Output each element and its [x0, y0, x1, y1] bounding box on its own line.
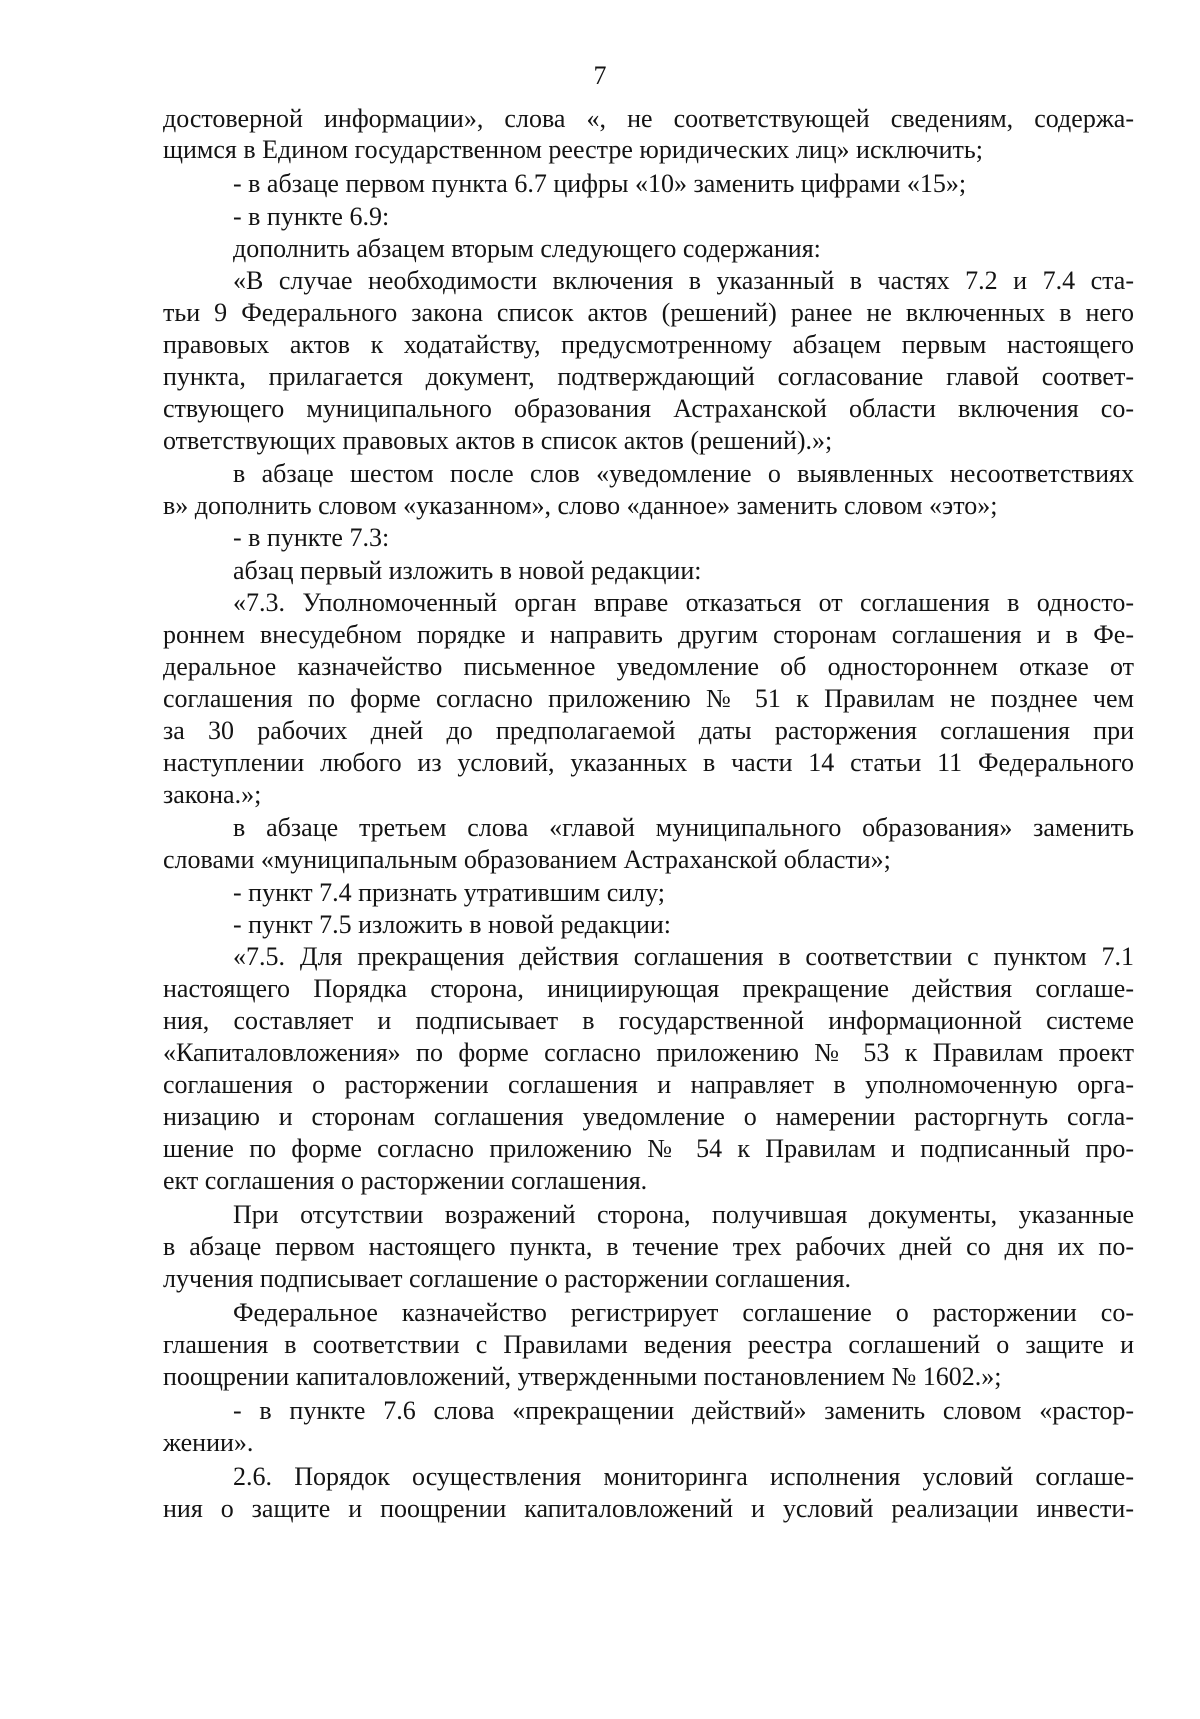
- text-line: достоверной информации», слова «, не соответствующей сведениям, содержа-: [163, 104, 1134, 133]
- text-line: лучения подписывает соглашение о расторжении соглашения.: [163, 1264, 852, 1293]
- text-line: - в пункте 7.6 слова «прекращении действий» заменить словом «растор-: [233, 1396, 1134, 1425]
- text-line: ния о защите и поощрении капиталовложений и условий реализации инвести-: [163, 1494, 1134, 1523]
- text-line: шение по форме согласно приложению № 54 к Правилам и подписанный про-: [163, 1134, 1134, 1163]
- text-line: - в пункте 7.3:: [233, 523, 390, 552]
- text-line: правовых актов к ходатайству, предусмотренному абзацем первым настоящего: [163, 330, 1134, 359]
- text-line: соглашения по форме согласно приложению № 51 к Правилам не позднее чем: [163, 684, 1134, 713]
- text-line: ект соглашения о расторжении соглашения.: [163, 1166, 648, 1195]
- text-line: - в пункте 6.9:: [233, 202, 390, 231]
- text-line: абзац первый изложить в новой редакции:: [233, 556, 702, 585]
- text-line: «7.5. Для прекращения действия соглашения в соответствии с пунктом 7.1: [233, 942, 1134, 971]
- text-line: в» дополнить словом «указанном», слово «данное» заменить словом «это»;: [163, 491, 998, 520]
- text-line: «7.3. Уполномоченный орган вправе отказаться от соглашения в односто-: [233, 588, 1134, 617]
- text-line: в абзаце третьем слова «главой муниципального образования» заменить: [233, 813, 1134, 842]
- text-line: Федеральное казначейство регистрирует соглашение о расторжении со-: [233, 1298, 1134, 1327]
- text-line: поощрении капиталовложений, утвержденными постановлением № 1602.»;: [163, 1362, 1002, 1391]
- text-line: ствующего муниципального образования Астраханской области включения со-: [163, 394, 1134, 423]
- text-line: в абзаце первом настоящего пункта, в течение трех рабочих дней со дня их по-: [163, 1232, 1134, 1261]
- text-line: - пункт 7.5 изложить в новой редакции:: [233, 910, 672, 939]
- text-line: закона.»;: [163, 780, 262, 809]
- text-line: глашения в соответствии с Правилами ведения реестра соглашений о защите и: [163, 1330, 1134, 1359]
- text-line: При отсутствии возражений сторона, получившая документы, указанные: [233, 1200, 1134, 1229]
- text-line: тьи 9 Федерального закона список актов (решений) ранее не включенных в него: [163, 298, 1134, 327]
- text-line: словами «муниципальным образованием Астраханской области»;: [163, 845, 891, 874]
- text-line: 2.6. Порядок осуществления мониторинга исполнения условий соглаше-: [233, 1462, 1134, 1491]
- text-line: «В случае необходимости включения в указанный в частях 7.2 и 7.4 ста-: [233, 266, 1134, 295]
- text-line: соглашения о расторжении соглашения и направляет в уполномоченную орга-: [163, 1070, 1134, 1099]
- text-line: - пункт 7.4 признать утратившим силу;: [233, 878, 666, 907]
- text-line: жении».: [163, 1428, 254, 1457]
- text-line: в абзаце шестом после слов «уведомление о выявленных несоответствиях: [233, 459, 1134, 488]
- text-line: щимся в Едином государственном реестре юридических лиц» исключить;: [163, 135, 983, 164]
- page-number: 7: [593, 61, 607, 90]
- text-line: низацию и сторонам соглашения уведомление о намерении расторгнуть согла-: [163, 1102, 1134, 1131]
- text-line: «Капиталовложения» по форме согласно приложению № 53 к Правилам проект: [163, 1038, 1134, 1067]
- text-line: деральное казначейство письменное уведомление об одностороннем отказе от: [163, 652, 1134, 681]
- text-line: роннем внесудебном порядке и направить другим сторонам соглашения и в Фе-: [163, 620, 1134, 649]
- text-line: пункта, прилагается документ, подтверждающий согласование главой соответ-: [163, 362, 1134, 391]
- text-line: дополнить абзацем вторым следующего содержания:: [233, 234, 821, 263]
- text-line: ния, составляет и подписывает в государственной информационной системе: [163, 1006, 1134, 1035]
- text-line: за 30 рабочих дней до предполагаемой даты расторжения соглашения при: [163, 716, 1134, 745]
- text-line: настоящего Порядка сторона, инициирующая прекращение действия соглаше-: [163, 974, 1134, 1003]
- text-line: ответствующих правовых актов в список актов (решений).»;: [163, 426, 833, 455]
- text-line: - в абзаце первом пункта 6.7 цифры «10» заменить цифрами «15»;: [233, 169, 967, 198]
- text-line: наступлении любого из условий, указанных в части 14 статьи 11 Федерального: [163, 748, 1134, 777]
